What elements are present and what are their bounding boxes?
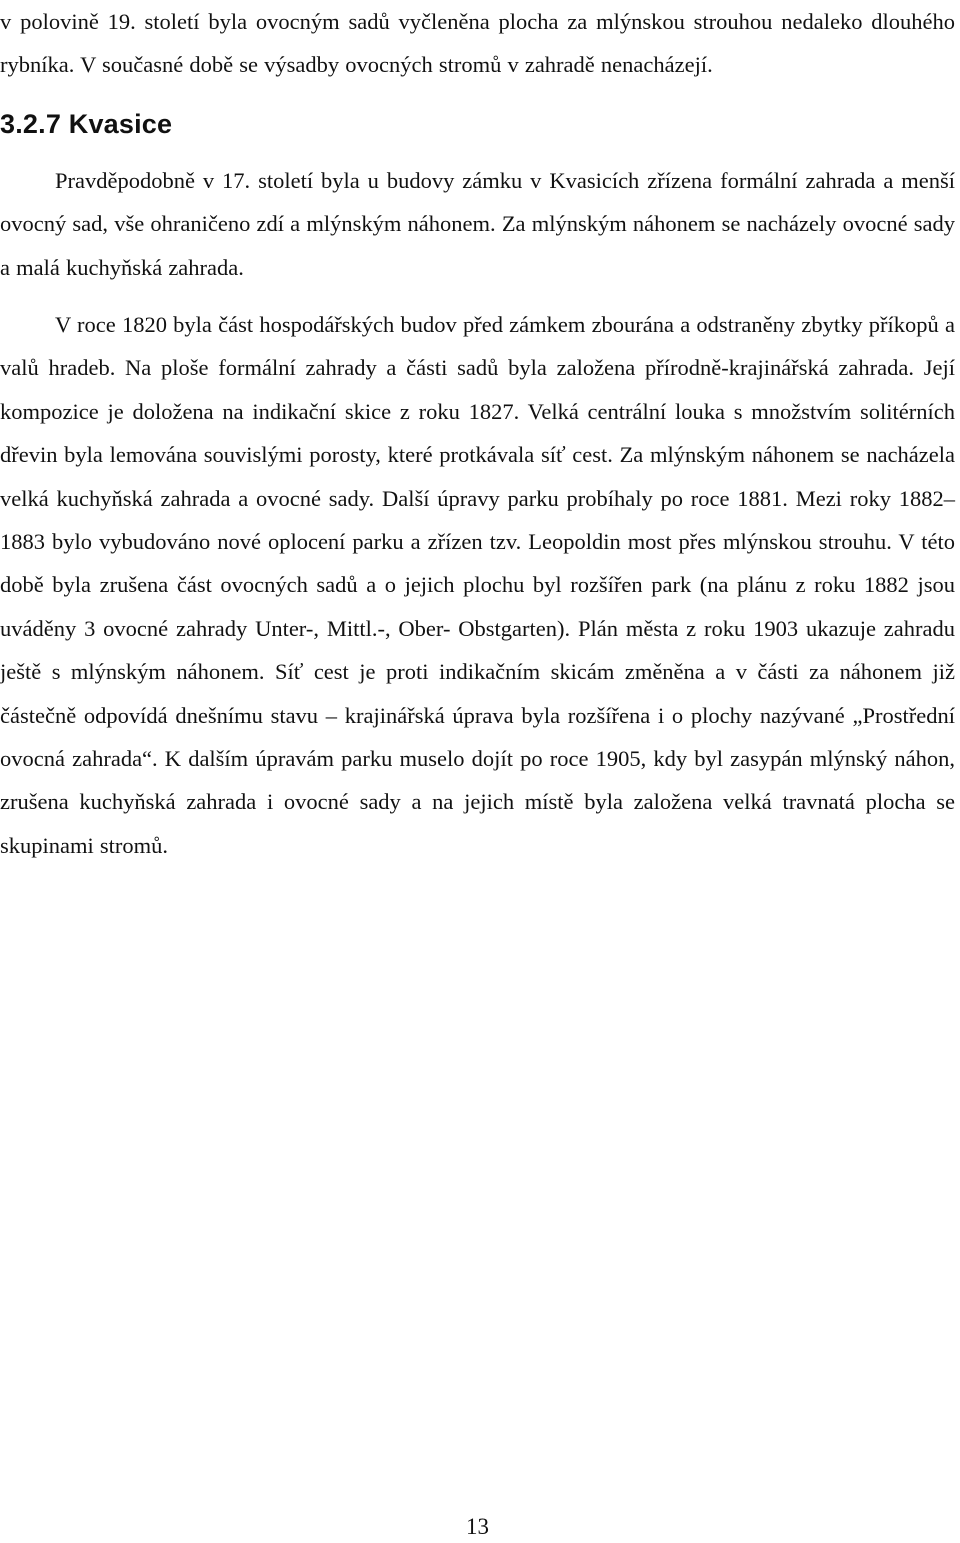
paragraph-origins: Pravděpodobně v 17. století byla u budovy zámku v Kvasicích zřízena formální zahrada a menší ovocný sad, vše ohraničeno zdí a mlýnským náhonem. Za mlýnským náhonem se nacházely ovocné sady a malá kuchyňská zahrada. [0,168,955,280]
intro-paragraph: v polovině 19. století byla ovocným sadů vyčleněna plocha za mlýnskou strouhou nedaleko dlouhého rybníka. V současné době se výsadby ovocných stromů v zahradě nenacházejí. [0,9,955,78]
section-heading: 3.2.7 Kvasice [0,109,173,139]
page-number: 13 [466,1514,489,1539]
paragraph-history: V roce 1820 byla část hospodářských budov před zámkem zbourána a odstraněny zbytky příkopů a valů hradeb. Na ploše formální zahrady a části sadů byla založena přírodně-krajinářská zahrada. Její kompozice je doložena na indikační skice z roku 1827. Velká centrální louka s množstvím solitérních dřevin byla lemována souvislými porosty, které protkávala síť cest. Za mlýnským náhonem se nacházela velká kuchyňská zahrada a ovocné sady. Další úpravy parku probíhaly po roce 1881. Mezi roky 1882–1883 bylo vybudováno nové oplocení parku a zřízen tzv. Leopoldin most přes mlýnskou strouhu. V této době byla zrušena část ovocných sadů a o jejich plochu byl rozšířen park (na plánu z roku 1882 jsou uváděny 3 ovocné zahrady Unter-, Mittl.-, Ober- Obstgarten). Plán města z roku 1903 ukazuje zahradu ještě s mlýnským náhonem. Síť cest je proti indikačním skicám změněna a v části za náhonem již částečně odpovídá dnešnímu stavu – krajinářská úprava byla rozšířena i o plochy nazývané „Prostřední ovocná zahrada“. K dalším úpravám parku muselo dojít po roce 1905, kdy byl zasypán mlýnský náhon, zrušena kuchyňská zahrada i ovocné sady a na jejich místě byla založena velká travnatá plocha se skupinami stromů. [0,312,955,858]
